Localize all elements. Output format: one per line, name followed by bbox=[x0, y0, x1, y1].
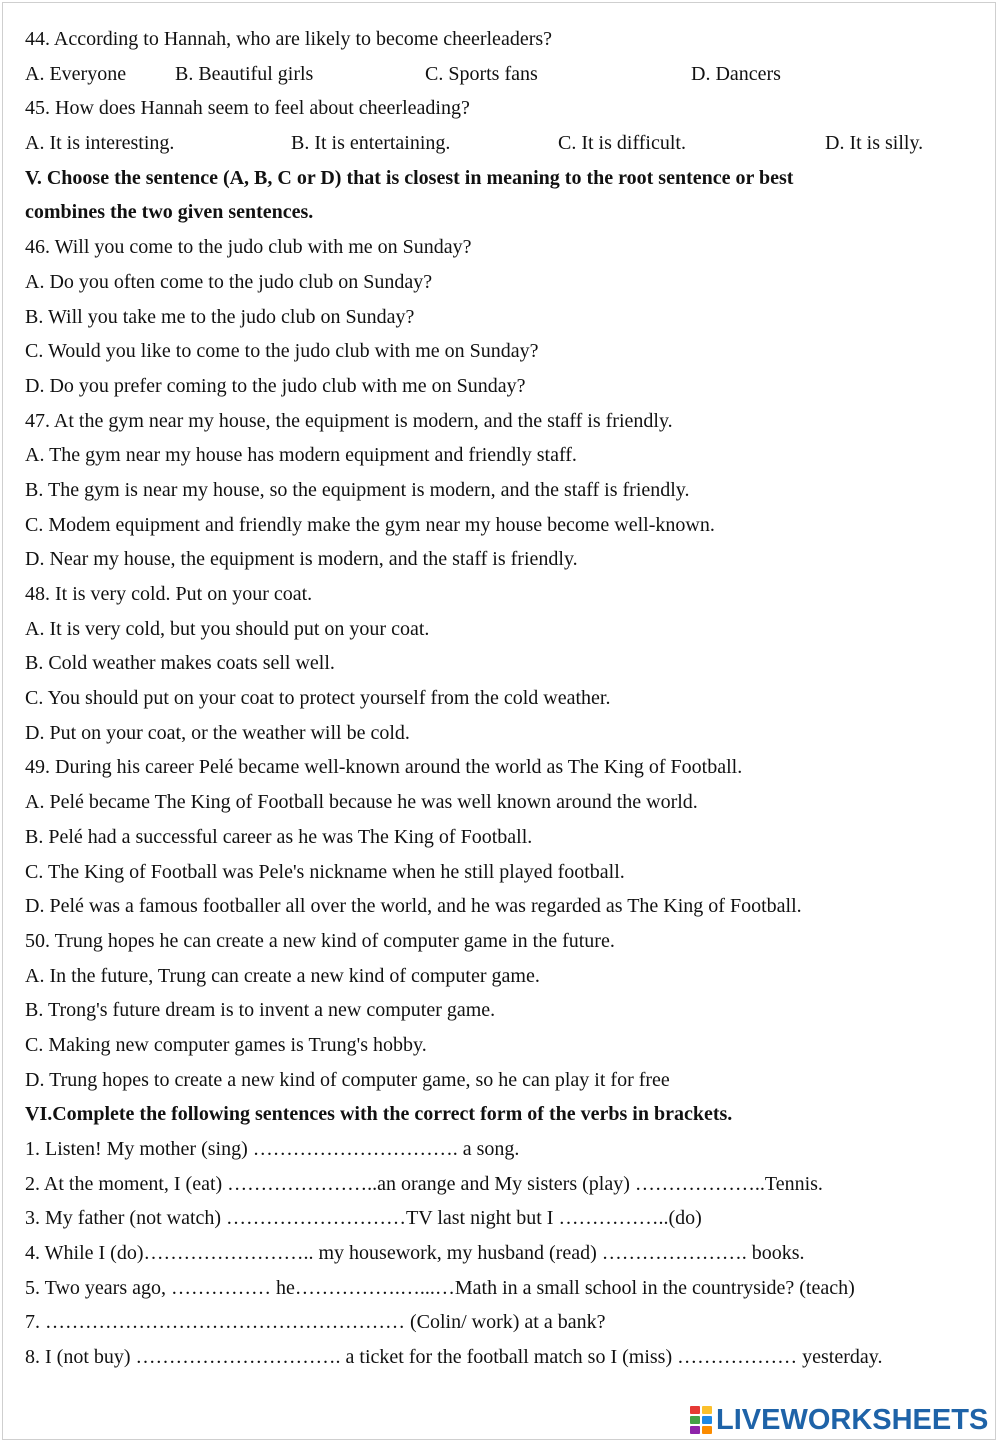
section-5-heading: V. Choose the sentence (A, B, C or D) that is closest in meaning to the root sentence or best bbox=[25, 166, 794, 189]
option-49-d: D. Pelé was a famous footballer all over the world, and he was regarded as The King of Football. bbox=[25, 895, 802, 918]
option-46-b: B. Will you take me to the judo club on Sunday? bbox=[25, 305, 415, 328]
question-44-options bbox=[25, 59, 985, 94]
question-45-options bbox=[25, 128, 985, 163]
option-47-d: D. Near my house, the equipment is modern, and the staff is friendly. bbox=[25, 548, 578, 571]
question-46: 46. Will you come to the judo club with me on Sunday? bbox=[25, 236, 472, 259]
option-44-a: A. Everyone bbox=[25, 62, 127, 85]
verb-sentence-2: 2. At the moment, I (eat) …………………..an orange and My sisters (play) ………………..Tennis. bbox=[25, 1172, 823, 1195]
question-44: 44. According to Hannah, who are likely to become cheerleaders? bbox=[25, 28, 553, 50]
question-48: 48. It is very cold. Put on your coat. bbox=[25, 583, 313, 605]
verb-sentence-3: 3. My father (not watch) ………………………TV last night but I ……………..(do) bbox=[25, 1207, 702, 1230]
section-6-heading: VI.Complete the following sentences with the correct form of the verbs in brackets. bbox=[25, 1103, 733, 1126]
option-45-c: C. It is difficult. bbox=[558, 132, 686, 155]
liveworksheets-logo bbox=[690, 1402, 988, 1438]
option-45-b: B. It is entertaining. bbox=[291, 132, 451, 155]
option-48-c: C. You should put on your coat to protect yourself from the cold weather. bbox=[25, 687, 611, 710]
worksheet-content bbox=[25, 24, 985, 1377]
question-45: 45. How does Hannah seem to feel about cheerleading? bbox=[25, 97, 470, 120]
option-46-a: A. Do you often come to the judo club on Sunday? bbox=[25, 270, 433, 293]
option-49-c: C. The King of Football was Pele's nickname when he still played football. bbox=[25, 860, 625, 883]
option-44-d: D. Dancers bbox=[691, 62, 781, 85]
option-48-b: B. Cold weather makes coats sell well. bbox=[25, 652, 335, 675]
option-45-a: A. It is interesting. bbox=[25, 132, 175, 155]
option-47-a: A. The gym near my house has modern equipment and friendly staff. bbox=[25, 444, 577, 467]
liveworksheets-logo-icon bbox=[690, 1406, 712, 1434]
option-50-a: A. In the future, Trung can create a new kind of computer game. bbox=[25, 964, 540, 987]
option-45-d: D. It is silly. bbox=[825, 132, 924, 155]
option-46-c: C. Would you like to come to the judo club with me on Sunday? bbox=[25, 340, 539, 363]
option-46-d: D. Do you prefer coming to the judo club with me on Sunday? bbox=[25, 374, 526, 397]
question-47: 47. At the gym near my house, the equipment is modern, and the staff is friendly. bbox=[25, 409, 673, 432]
verb-sentence-4: 4. While I (do)…………………….. my housework, my husband (read) …………………. books. bbox=[25, 1242, 805, 1265]
verb-sentence-1: 1. Listen! My mother (sing) …………………………. a song. bbox=[25, 1138, 520, 1160]
liveworksheets-logo-text: LIVEWORKSHEETS bbox=[716, 1403, 989, 1436]
option-47-b: B. The gym is near my house, so the equipment is modern, and the staff is friendly. bbox=[25, 478, 690, 501]
question-50: 50. Trung hopes he can create a new kind of computer game in the future. bbox=[25, 929, 615, 952]
option-50-b: B. Trong's future dream is to invent a new computer game. bbox=[25, 999, 496, 1022]
option-49-a: A. Pelé became The King of Football because he was well known around the world. bbox=[25, 791, 698, 814]
question-49: 49. During his career Pelé became well-known around the world as The King of Football. bbox=[25, 756, 743, 779]
verb-sentence-5: 5. Two years ago, …………… he…………….…...…Math in a small school in the countryside? (teach) bbox=[25, 1276, 855, 1299]
option-44-c: C. Sports fans bbox=[425, 62, 538, 85]
option-47-c: C. Modem equipment and friendly make the gym near my house become well-known. bbox=[25, 513, 715, 536]
verb-sentence-8: 8. I (not buy) …………………………. a ticket for the football match so I (miss) ……………… yesterday. bbox=[25, 1346, 883, 1369]
option-48-d: D. Put on your coat, or the weather will be cold. bbox=[25, 721, 410, 744]
option-50-d: D. Trung hopes to create a new kind of computer game, so he can play it for free bbox=[25, 1068, 670, 1091]
option-49-b: B. Pelé had a successful career as he was The King of Football. bbox=[25, 825, 533, 848]
verb-sentence-7: 7. ……………………………………………… (Colin/ work) at a bank? bbox=[25, 1311, 606, 1334]
option-48-a: A. It is very cold, but you should put on your coat. bbox=[25, 617, 430, 640]
option-44-b: B. Beautiful girls bbox=[175, 62, 314, 85]
section-5-heading-cont: combines the two given sentences. bbox=[25, 201, 314, 224]
option-50-c: C. Making new computer games is Trung's hobby. bbox=[25, 1033, 427, 1056]
